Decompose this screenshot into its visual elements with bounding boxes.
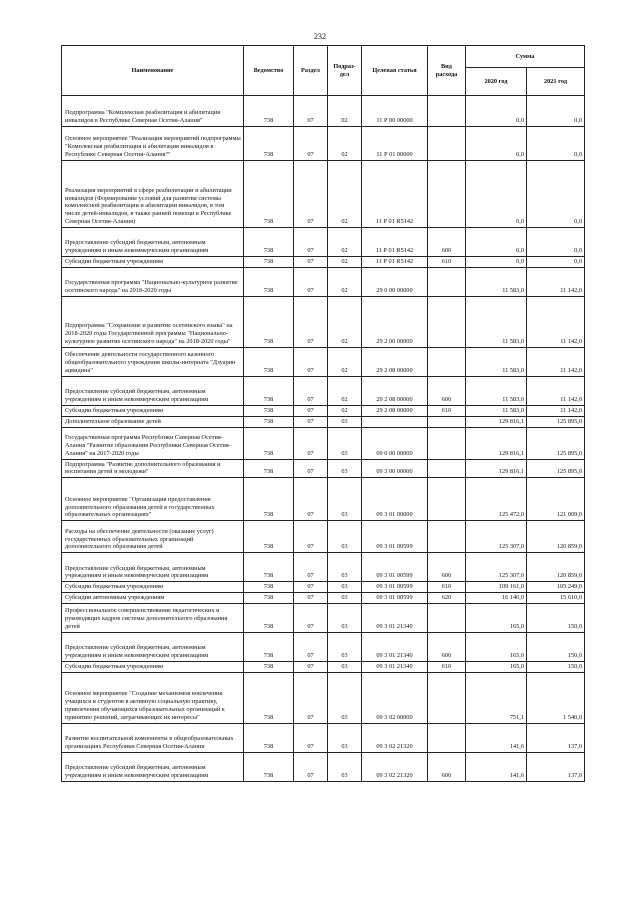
row-name: Субсидии автономным учреждениям bbox=[62, 593, 244, 604]
header-year-2021: 2021 год bbox=[527, 68, 585, 96]
row-expense-type bbox=[428, 723, 466, 752]
row-sum-2021: 105 249,0 bbox=[527, 582, 585, 593]
header-year-2020: 2020 год bbox=[466, 68, 527, 96]
row-ministry: 738 bbox=[244, 723, 294, 752]
row-expense-type bbox=[428, 416, 466, 427]
row-sum-2020: 125 307,0 bbox=[466, 553, 527, 582]
row-expense-type bbox=[428, 521, 466, 553]
row-ministry: 738 bbox=[244, 427, 294, 459]
row-expense-type: 610 bbox=[428, 257, 466, 268]
row-target: 09 3 01 00599 bbox=[362, 593, 428, 604]
row-target: 09 3 01 00599 bbox=[362, 582, 428, 593]
row-section: 07 bbox=[294, 521, 328, 553]
row-section: 07 bbox=[294, 416, 328, 427]
row-subsection: 03 bbox=[328, 582, 362, 593]
row-subsection: 03 bbox=[328, 604, 362, 633]
row-name: Предоставление субсидий бюджетным, автономным учреждениям и иным некоммерческим организациям bbox=[62, 553, 244, 582]
table-row bbox=[62, 416, 585, 427]
header-section: Раздел bbox=[294, 46, 328, 96]
row-section: 07 bbox=[294, 752, 328, 781]
row-expense-type bbox=[428, 427, 466, 459]
row-section: 07 bbox=[294, 604, 328, 633]
table-row bbox=[62, 347, 585, 376]
table-row bbox=[62, 582, 585, 593]
row-section: 07 bbox=[294, 161, 328, 228]
table-row bbox=[62, 478, 585, 521]
row-sum-2020: 165,0 bbox=[466, 662, 527, 673]
row-sum-2021: 1 540,0 bbox=[527, 672, 585, 723]
row-target: 29 2 00 00000 bbox=[362, 296, 428, 347]
row-ministry: 738 bbox=[244, 593, 294, 604]
table-row bbox=[62, 752, 585, 781]
row-target: 11 Р 01 R5142 bbox=[362, 161, 428, 228]
row-section: 07 bbox=[294, 96, 328, 127]
row-subsection: 03 bbox=[328, 593, 362, 604]
row-target: 11 Р 01 R5142 bbox=[362, 257, 428, 268]
row-expense-type bbox=[428, 459, 466, 478]
row-name: Основное мероприятие "Реализация мероприятий подпрограммы "Комплексная реабилитация и абилитация инвалидов в Республике Северная Осетия-Алания"" bbox=[62, 127, 244, 161]
row-subsection: 02 bbox=[328, 161, 362, 228]
row-target: 09 3 01 00599 bbox=[362, 553, 428, 582]
row-sum-2021: 125 895,0 bbox=[527, 459, 585, 478]
row-sum-2021: 0,0 bbox=[527, 96, 585, 127]
header-ministry: Ведомство bbox=[244, 46, 294, 96]
row-sum-2020: 165,0 bbox=[466, 604, 527, 633]
table-body bbox=[62, 96, 585, 782]
row-subsection: 02 bbox=[328, 376, 362, 405]
row-sum-2021: 137,0 bbox=[527, 723, 585, 752]
row-section: 07 bbox=[294, 405, 328, 416]
row-section: 07 bbox=[294, 723, 328, 752]
header-subsection: Подраз-дел bbox=[328, 46, 362, 96]
row-name: Обеспечение деятельности государственного казенного общеобразовательного учреждения школы-интерната "Дзуарин ацвидина" bbox=[62, 347, 244, 376]
row-ministry: 738 bbox=[244, 405, 294, 416]
row-expense-type bbox=[428, 96, 466, 127]
row-target bbox=[362, 416, 428, 427]
row-ministry: 738 bbox=[244, 96, 294, 127]
row-subsection: 03 bbox=[328, 553, 362, 582]
row-subsection: 02 bbox=[328, 127, 362, 161]
row-target: 11 Р 01 R5142 bbox=[362, 228, 428, 257]
table-row bbox=[62, 604, 585, 633]
table-row bbox=[62, 257, 585, 268]
row-sum-2021: 0,0 bbox=[527, 161, 585, 228]
table-row bbox=[62, 662, 585, 673]
row-ministry: 738 bbox=[244, 633, 294, 662]
row-name: Реализация мероприятий в сфере реабилитации и абилитации инвалидов (Формирование условий для развития системы комплексной реабилитации и абилитации инвалидов, в том числе детей-инвалидов, в также ранней помощи в Республике Северная Осетия-Алания) bbox=[62, 161, 244, 228]
row-section: 07 bbox=[294, 593, 328, 604]
row-ministry: 738 bbox=[244, 521, 294, 553]
row-sum-2020: 0,0 bbox=[466, 96, 527, 127]
row-subsection: 02 bbox=[328, 257, 362, 268]
row-ministry: 738 bbox=[244, 478, 294, 521]
row-ministry: 738 bbox=[244, 376, 294, 405]
row-name: Профессиональное совершенствование педагогических и руководящих кадров системы дополнительного образования детей bbox=[62, 604, 244, 633]
row-target: 11 Р 01 00000 bbox=[362, 127, 428, 161]
row-expense-type: 610 bbox=[428, 582, 466, 593]
row-sum-2021: 125 895,0 bbox=[527, 427, 585, 459]
row-name: Основное мероприятие "Создание механизмов вовлечения учащихся и студентов в активную социальную практику, привлечения обучающихся образовательных организаций к принятию решений, затрагивающих их интересы" bbox=[62, 672, 244, 723]
row-ministry: 738 bbox=[244, 416, 294, 427]
row-expense-type: 600 bbox=[428, 752, 466, 781]
header-name: Наименование bbox=[62, 46, 244, 96]
row-ministry: 738 bbox=[244, 296, 294, 347]
row-sum-2021: 150,0 bbox=[527, 604, 585, 633]
row-subsection: 02 bbox=[328, 405, 362, 416]
row-sum-2020: 129 816,1 bbox=[466, 459, 527, 478]
row-expense-type bbox=[428, 267, 466, 296]
row-expense-type: 620 bbox=[428, 593, 466, 604]
row-target: 09 3 02 21320 bbox=[362, 723, 428, 752]
row-name: Субсидии бюджетным учреждениям bbox=[62, 405, 244, 416]
row-expense-type bbox=[428, 347, 466, 376]
row-subsection: 03 bbox=[328, 752, 362, 781]
table-row bbox=[62, 228, 585, 257]
table-row bbox=[62, 633, 585, 662]
row-sum-2020: 11 583,0 bbox=[466, 405, 527, 416]
table-header bbox=[62, 46, 585, 96]
row-section: 07 bbox=[294, 553, 328, 582]
row-expense-type bbox=[428, 161, 466, 228]
row-subsection: 03 bbox=[328, 478, 362, 521]
row-target: 09 3 01 21340 bbox=[362, 633, 428, 662]
table-row bbox=[62, 127, 585, 161]
row-name: Субсидии бюджетным учреждениям bbox=[62, 257, 244, 268]
row-target: 09 3 00 00000 bbox=[362, 459, 428, 478]
table-row bbox=[62, 376, 585, 405]
row-sum-2021: 120 859,0 bbox=[527, 553, 585, 582]
row-subsection: 02 bbox=[328, 96, 362, 127]
row-sum-2021: 11 142,0 bbox=[527, 267, 585, 296]
row-section: 07 bbox=[294, 633, 328, 662]
row-subsection: 02 bbox=[328, 267, 362, 296]
row-target: 29 2 08 00000 bbox=[362, 347, 428, 376]
row-expense-type: 600 bbox=[428, 633, 466, 662]
row-name: Подпрограмма "Развитие дополнительного образования и воспитания детей и молодежи" bbox=[62, 459, 244, 478]
row-name: Государственная программа Республики Северная Осетия-Алания "Развитие образования Республики Северная Осетия-Алания" на 2017-2020 годы bbox=[62, 427, 244, 459]
row-target: 09 3 01 21340 bbox=[362, 662, 428, 673]
row-target: 29 0 00 00000 bbox=[362, 267, 428, 296]
page-number: 232 bbox=[314, 32, 326, 41]
row-ministry: 738 bbox=[244, 347, 294, 376]
row-expense-type: 610 bbox=[428, 405, 466, 416]
row-target: 29 2 08 00000 bbox=[362, 376, 428, 405]
row-sum-2020: 109 161,0 bbox=[466, 582, 527, 593]
row-sum-2020: 129 816,1 bbox=[466, 427, 527, 459]
budget-table bbox=[61, 45, 585, 782]
row-sum-2021: 125 895,0 bbox=[527, 416, 585, 427]
row-sum-2021: 15 610,0 bbox=[527, 593, 585, 604]
row-sum-2020: 0,0 bbox=[466, 127, 527, 161]
row-ministry: 738 bbox=[244, 161, 294, 228]
row-section: 07 bbox=[294, 257, 328, 268]
row-sum-2020: 125 472,0 bbox=[466, 478, 527, 521]
table-row bbox=[62, 672, 585, 723]
row-sum-2021: 120 859,0 bbox=[527, 521, 585, 553]
row-subsection: 03 bbox=[328, 427, 362, 459]
row-sum-2021: 11 142,0 bbox=[527, 405, 585, 416]
row-ministry: 738 bbox=[244, 582, 294, 593]
row-section: 07 bbox=[294, 478, 328, 521]
row-sum-2020: 11 583,0 bbox=[466, 347, 527, 376]
table-row bbox=[62, 405, 585, 416]
row-name: Дополнительное образование детей bbox=[62, 416, 244, 427]
row-sum-2020: 11 583,0 bbox=[466, 267, 527, 296]
row-ministry: 738 bbox=[244, 672, 294, 723]
table-row bbox=[62, 521, 585, 553]
row-name: Подпрограмма "Сохранение и развитие осетинского языка" на 2018-2020 годы Государственной программы "Национально-культурное развитие осетинского народа" на 2018-2020 годы" bbox=[62, 296, 244, 347]
row-target: 09 0 00 00000 bbox=[362, 427, 428, 459]
row-sum-2020: 165,0 bbox=[466, 633, 527, 662]
header-expense-type: Вид расхода bbox=[428, 46, 466, 96]
row-expense-type: 610 bbox=[428, 662, 466, 673]
row-subsection: 03 bbox=[328, 459, 362, 478]
row-sum-2021: 150,0 bbox=[527, 633, 585, 662]
row-ministry: 738 bbox=[244, 257, 294, 268]
row-section: 07 bbox=[294, 672, 328, 723]
row-target: 09 3 01 21340 bbox=[362, 604, 428, 633]
row-subsection: 03 bbox=[328, 633, 362, 662]
row-sum-2020: 11 583,0 bbox=[466, 376, 527, 405]
row-name: Расходы на обеспечение деятельности (оказание услуг) государственных образовательных организаций дополнительного образования детей bbox=[62, 521, 244, 553]
row-sum-2021: 11 142,0 bbox=[527, 296, 585, 347]
table-row bbox=[62, 459, 585, 478]
row-section: 07 bbox=[294, 228, 328, 257]
row-target: 11 Р 00 00000 bbox=[362, 96, 428, 127]
row-sum-2021: 150,0 bbox=[527, 662, 585, 673]
table-row bbox=[62, 553, 585, 582]
row-section: 07 bbox=[294, 427, 328, 459]
row-name: Предоставление субсидий бюджетным, автономным учреждениям и иным некоммерческим организациям bbox=[62, 228, 244, 257]
row-expense-type bbox=[428, 127, 466, 161]
row-expense-type bbox=[428, 478, 466, 521]
row-sum-2021: 11 142,0 bbox=[527, 347, 585, 376]
table-row bbox=[62, 296, 585, 347]
row-subsection: 02 bbox=[328, 296, 362, 347]
table-row bbox=[62, 96, 585, 127]
row-target: 09 3 01 00599 bbox=[362, 521, 428, 553]
row-sum-2020: 11 583,0 bbox=[466, 296, 527, 347]
row-sum-2021: 11 142,0 bbox=[527, 376, 585, 405]
row-ministry: 738 bbox=[244, 752, 294, 781]
row-expense-type bbox=[428, 604, 466, 633]
row-subsection: 03 bbox=[328, 662, 362, 673]
row-section: 07 bbox=[294, 376, 328, 405]
row-section: 07 bbox=[294, 267, 328, 296]
row-sum-2020: 0,0 bbox=[466, 257, 527, 268]
row-section: 07 bbox=[294, 662, 328, 673]
table-row bbox=[62, 267, 585, 296]
row-section: 07 bbox=[294, 582, 328, 593]
row-name: Предоставление субсидий бюджетным, автономным учреждениям и иным некоммерческим организациям bbox=[62, 376, 244, 405]
row-expense-type bbox=[428, 296, 466, 347]
row-subsection: 03 bbox=[328, 723, 362, 752]
header-sum: Сумма bbox=[466, 46, 585, 68]
row-sum-2020: 141,6 bbox=[466, 752, 527, 781]
row-name: Подпрограмма "Комплексная реабилитация и абилитация инвалидов в Республике Северная Осетия-Алания" bbox=[62, 96, 244, 127]
row-sum-2020: 0,0 bbox=[466, 228, 527, 257]
row-ministry: 738 bbox=[244, 459, 294, 478]
table-row bbox=[62, 723, 585, 752]
row-subsection: 02 bbox=[328, 228, 362, 257]
row-sum-2021: 0,0 bbox=[527, 228, 585, 257]
row-name: Предоставление субсидий бюджетным, автономным учреждениям и иным некоммерческим организациям bbox=[62, 633, 244, 662]
row-ministry: 738 bbox=[244, 228, 294, 257]
row-expense-type: 600 bbox=[428, 228, 466, 257]
table-row bbox=[62, 593, 585, 604]
row-name: Государственная программа "Национально-культурное развитие осетинского народа" на 2018-2020 годы bbox=[62, 267, 244, 296]
table-row bbox=[62, 427, 585, 459]
row-sum-2020: 129 816,1 bbox=[466, 416, 527, 427]
row-expense-type bbox=[428, 672, 466, 723]
row-sum-2021: 121 009,0 bbox=[527, 478, 585, 521]
row-ministry: 738 bbox=[244, 553, 294, 582]
row-expense-type: 600 bbox=[428, 376, 466, 405]
row-expense-type: 600 bbox=[428, 553, 466, 582]
row-sum-2020: 125 307,0 bbox=[466, 521, 527, 553]
row-target: 29 2 08 00000 bbox=[362, 405, 428, 416]
row-name: Развитие воспитательной компоненты в общеобразовательных организациях Республики Северная Осетия-Алания bbox=[62, 723, 244, 752]
row-name: Основное мероприятие "Организация предоставления дополнительного образования детей в государственных образовательных организациях" bbox=[62, 478, 244, 521]
row-sum-2021: 0,0 bbox=[527, 257, 585, 268]
row-subsection: 03 bbox=[328, 672, 362, 723]
row-section: 07 bbox=[294, 459, 328, 478]
row-name: Предоставление субсидий бюджетным, автономным учреждениям и иным некоммерческим организациям bbox=[62, 752, 244, 781]
row-target: 09 3 02 00000 bbox=[362, 672, 428, 723]
row-name: Субсидии бюджетным учреждениям bbox=[62, 662, 244, 673]
row-section: 07 bbox=[294, 127, 328, 161]
row-subsection: 03 bbox=[328, 416, 362, 427]
row-subsection: 02 bbox=[328, 347, 362, 376]
row-target: 09 3 01 00000 bbox=[362, 478, 428, 521]
row-section: 07 bbox=[294, 347, 328, 376]
row-ministry: 738 bbox=[244, 127, 294, 161]
row-ministry: 738 bbox=[244, 662, 294, 673]
row-target: 09 3 02 21320 bbox=[362, 752, 428, 781]
row-sum-2020: 0,0 bbox=[466, 161, 527, 228]
table-row bbox=[62, 161, 585, 228]
row-section: 07 bbox=[294, 296, 328, 347]
row-sum-2021: 137,0 bbox=[527, 752, 585, 781]
row-subsection: 03 bbox=[328, 521, 362, 553]
row-sum-2021: 0,0 bbox=[527, 127, 585, 161]
header-target: Целевая статья bbox=[362, 46, 428, 96]
row-ministry: 738 bbox=[244, 267, 294, 296]
row-sum-2020: 141,6 bbox=[466, 723, 527, 752]
row-sum-2020: 16 146,0 bbox=[466, 593, 527, 604]
row-ministry: 738 bbox=[244, 604, 294, 633]
row-sum-2020: 751,1 bbox=[466, 672, 527, 723]
row-name: Субсидии бюджетным учреждениям bbox=[62, 582, 244, 593]
